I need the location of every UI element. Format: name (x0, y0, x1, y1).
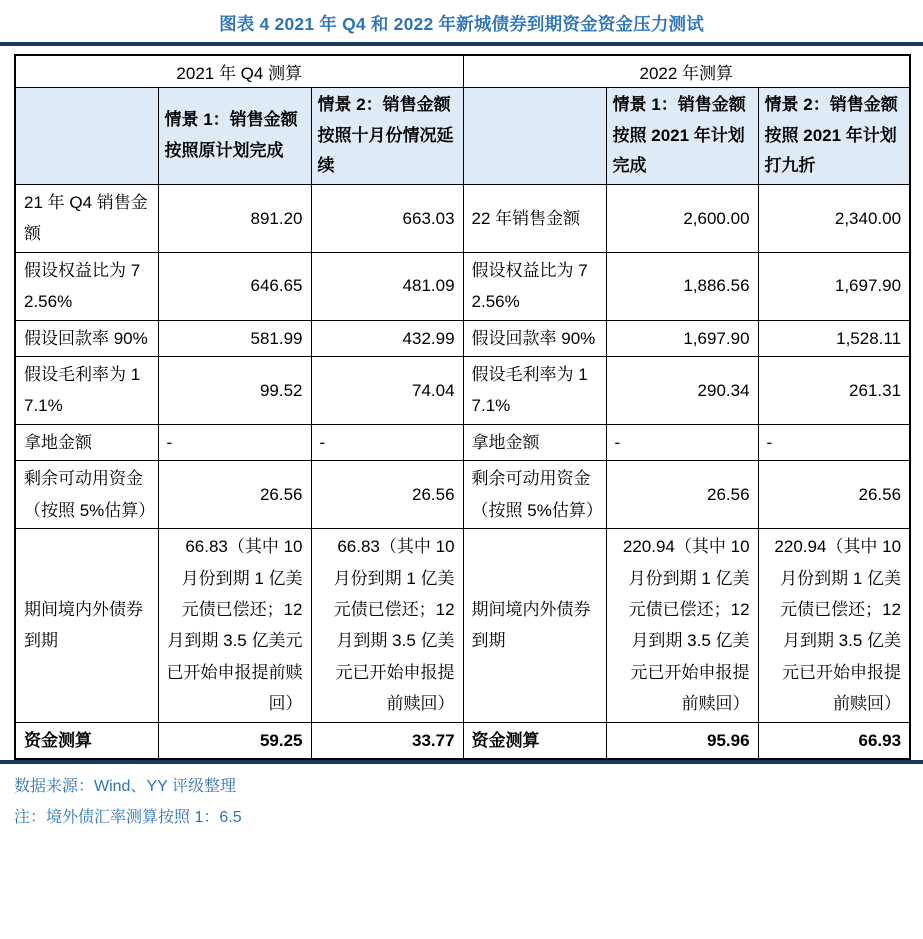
table-cell: - (311, 424, 463, 460)
table-cell: 26.56 (158, 461, 311, 529)
table-cell: 1,528.11 (758, 320, 910, 356)
table-row (15, 424, 910, 460)
table-cell: 21 年 Q4 销售金额 (15, 184, 158, 252)
table-cell: 74.04 (311, 356, 463, 424)
table-cell: - (758, 424, 910, 460)
table-footer (14, 771, 909, 833)
table-cell: 290.34 (606, 356, 758, 424)
scenario-header-empty-cell (463, 88, 606, 185)
table-row (15, 252, 910, 320)
table-cell: 假设毛利率为 17.1% (463, 356, 606, 424)
table-cell: 891.20 (158, 184, 311, 252)
table-cell: 拿地金额 (463, 424, 606, 460)
table-cell: 资金测算 (463, 722, 606, 759)
table-cell: 假设权益比为 72.56% (15, 252, 158, 320)
table-cell: 1,697.90 (758, 252, 910, 320)
table-cell: 1,697.90 (606, 320, 758, 356)
table-cell: 假设回款率 90% (463, 320, 606, 356)
table-cell: 581.99 (158, 320, 311, 356)
table-cell: 1,886.56 (606, 252, 758, 320)
scenario-header-cell: 情景 2：销售金额按照十月份情况延续 (311, 88, 463, 185)
table-cell: 646.65 (158, 252, 311, 320)
table-cell: 220.94（其中 10 月份到期 1 亿美元债已偿还；12 月到期 3.5 亿美元已开始申报提前赎回） (758, 529, 910, 723)
table-cell: 432.99 (311, 320, 463, 356)
table-cell: 22 年销售金额 (463, 184, 606, 252)
scenario-header-cell: 情景 1：销售金额按照原计划完成 (158, 88, 311, 185)
scenario-header-cell: 情景 2：销售金额按照 2021 年计划打九折 (758, 88, 910, 185)
table-cell: 剩余可动用资金（按照 5%估算） (15, 461, 158, 529)
scenario-header-empty-cell (15, 88, 158, 185)
top-rule (0, 42, 923, 46)
table-cell: 663.03 (311, 184, 463, 252)
table-cell: 66.83（其中 10 月份到期 1 亿美元债已偿还；12 月到期 3.5 亿美元已开始申报提前赎回） (311, 529, 463, 723)
table-row (15, 461, 910, 529)
group-header-2022: 2022 年测算 (463, 55, 910, 88)
table-row (15, 529, 910, 723)
figure-title: 图表 4 2021 年 Q4 和 2022 年新城债券到期资金资金压力测试 (219, 14, 704, 34)
table-cell: 资金测算 (15, 722, 158, 759)
table-cell: 假设毛利率为 17.1% (15, 356, 158, 424)
bottom-rule (0, 760, 923, 764)
table-cell: 66.93 (758, 722, 910, 759)
table-cell: - (606, 424, 758, 460)
table-cell: 剩余可动用资金（按照 5%估算） (463, 461, 606, 529)
table-cell: 期间境内外债券到期 (15, 529, 158, 723)
table-cell: - (158, 424, 311, 460)
table-cell: 假设回款率 90% (15, 320, 158, 356)
table-cell: 481.09 (311, 252, 463, 320)
table-cell: 220.94（其中 10 月份到期 1 亿美元债已偿还；12 月到期 3.5 亿美元已开始申报提前赎回） (606, 529, 758, 723)
group-header-2021-q4: 2021 年 Q4 测算 (15, 55, 463, 88)
table-cell: 26.56 (758, 461, 910, 529)
table-cell: 59.25 (158, 722, 311, 759)
data-source-note: 数据来源：Wind、YY 评级整理 (14, 778, 236, 796)
table-cell: 33.77 (311, 722, 463, 759)
table-row (15, 356, 910, 424)
table-cell: 假设权益比为 72.56% (463, 252, 606, 320)
scenario-header-cell: 情景 1：销售金额按照 2021 年计划完成 (606, 88, 758, 185)
table-row (15, 722, 910, 759)
table-cell: 261.31 (758, 356, 910, 424)
table-cell: 2,340.00 (758, 184, 910, 252)
table-cell: 26.56 (311, 461, 463, 529)
table-cell: 66.83（其中 10 月份到期 1 亿美元债已偿还；12 月到期 3.5 亿美元已开始申报提前赎回） (158, 529, 311, 723)
table-cell: 95.96 (606, 722, 758, 759)
table-cell: 2,600.00 (606, 184, 758, 252)
table-row (15, 320, 910, 356)
table-cell: 期间境内外债券到期 (463, 529, 606, 723)
pressure-test-table (14, 54, 911, 760)
table-cell: 26.56 (606, 461, 758, 529)
group-header-row (15, 55, 910, 88)
table-row (15, 184, 910, 252)
scenario-header-row (15, 88, 910, 185)
table-cell: 拿地金额 (15, 424, 158, 460)
table-cell: 99.52 (158, 356, 311, 424)
fx-rate-note: 注：境外债汇率测算按照 1：6.5 (14, 809, 242, 827)
